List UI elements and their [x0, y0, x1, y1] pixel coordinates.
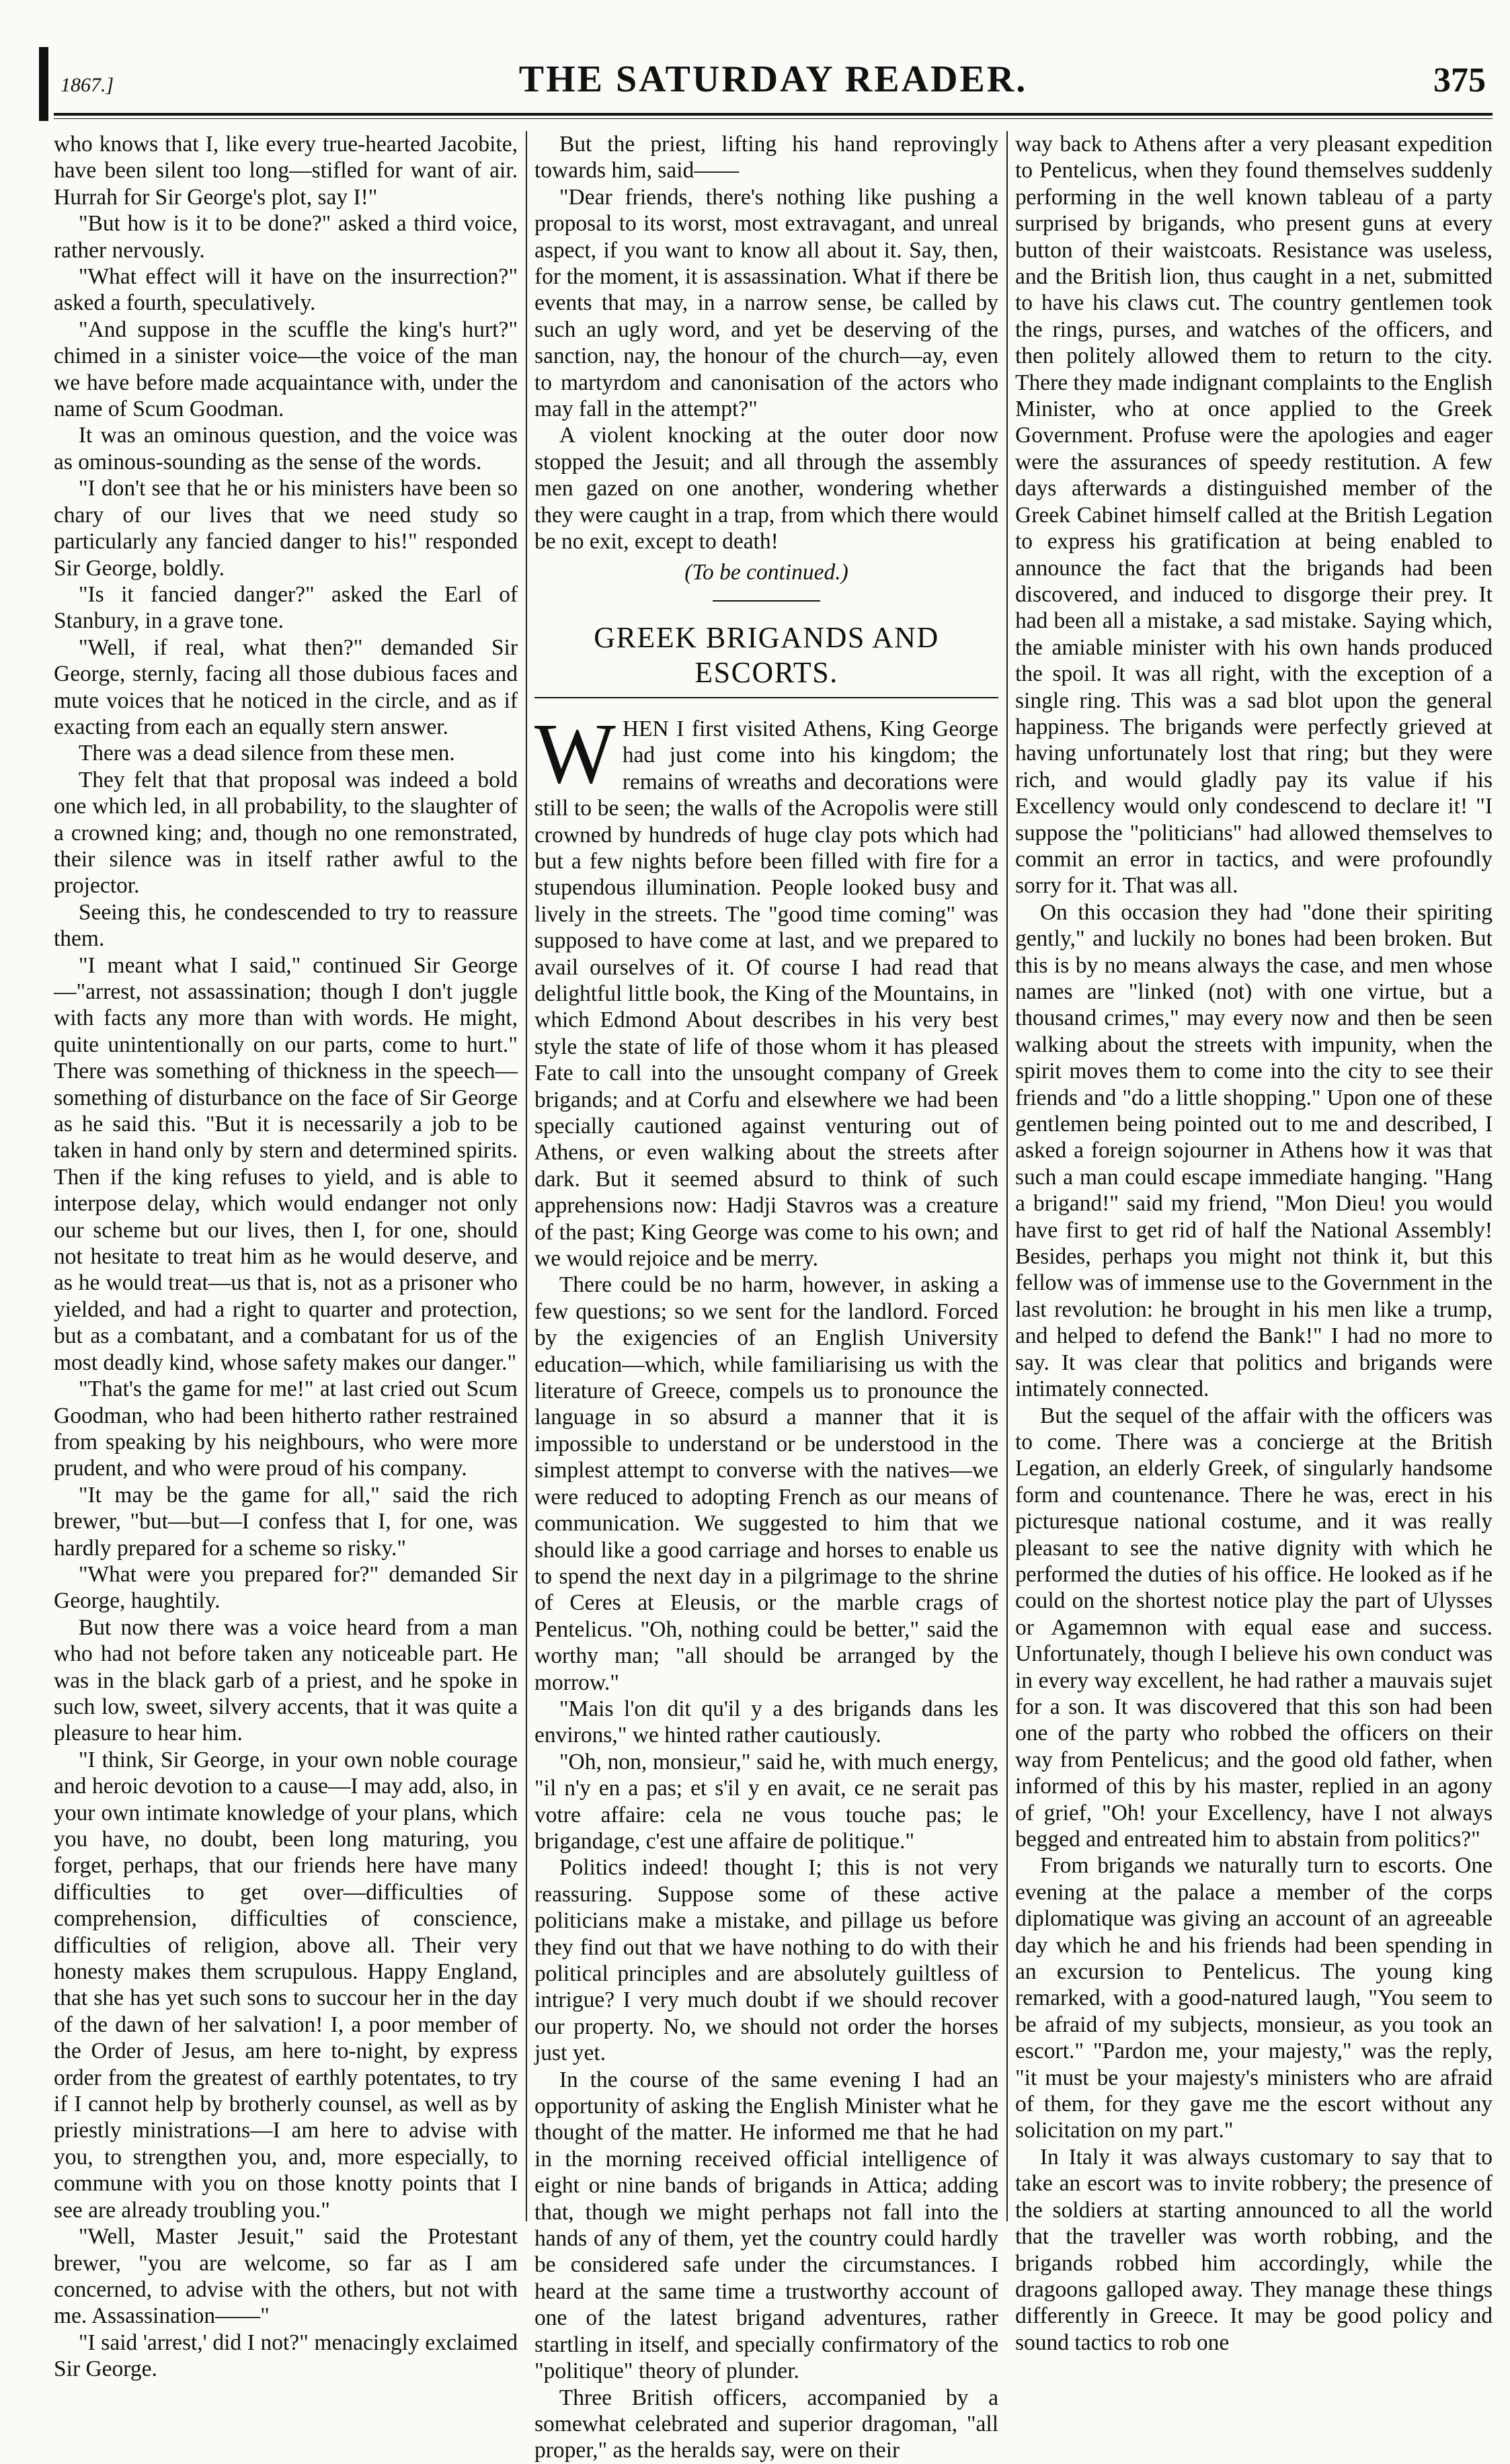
paragraph: "I meant what I said," continued Sir George —"arrest, not assassination; though I don't juggle with facts any more than with words. He might, quite unintentionally on our parts, come to hurt." There was something of thickness in the speech—something of disturbance on the face of Sir George as he said this. "But it is necessarily a job to be taken in hand only by stern and determined spirits. Then if the king refuses to yield, and is able to interpose delay, which would endanger not only our scheme but our lives, then I, for one, should not hesitate to treat him as he would deserve, and as he would treat—us that is, not as a prisoner who yielded, and had a right to quarter and protection, but as a combatant, and a combatant for us of the most deadly kind, whose safety makes our danger." [54, 952, 518, 1375]
margin-bar [39, 47, 48, 121]
section-separator [713, 600, 820, 602]
paragraph: way back to Athens after a very pleasant expedition to Pentelicus, when they found themselves suddenly performing in the well known tableau of a party surprised by brigands, who present guns at every button of their waistcoats. Resistance was useless, and the British lion, thus caught in a net, submitted to have his claws cut. The country gentlemen took the rings, purses, and watches of the officers, and then politely allowed them to return to the city. There they made indignant complaints to the English Minister, who at once applied to the Greek Government. Profuse were the apologies and eager were the assurances of speedy restitution. A few days afterwards a distinguished member of the Greek Cabinet himself called at the British Legation to express his gratification at being enabled to announce the fact that the brigands had been discovered, and induced to disgorge their prey. It had been all a mistake, a sad mistake. Saying which, the amiable minister with his own hands produced the spoil. It was all right, with the exception of a single ring. This was a sad blot upon the general happiness. The brigands were perfectly grieved at having unfortunately lost that ring; but they were rich, and would gladly pay its value if his Excellency would only condescend to declare it! "I suppose the "politicians" had allowed themselves to commit an error in tactics, and were profoundly sorry for it. That was all. [1015, 132, 1493, 899]
paragraph: Seeing this, he condescended to try to reassure them. [54, 899, 518, 952]
paragraph: "What effect will it have on the insurrection?" asked a fourth, speculatively. [54, 264, 518, 316]
paragraph: "It may be the game for all," said the rich brewer, "but—but—I confess that I, for one, was hardly prepared for a scheme so risky." [54, 1482, 518, 1561]
paragraph: "I think, Sir George, in your own noble courage and heroic devotion to a cause—I may add, also, in your own intimate knowledge of your plans, which you have, no doubt, been long maturing, you forget, perhaps, that our friends here have many difficulties to get over—difficulties of comprehension, difficulties of conscience, difficulties of religion, above all. Their very honesty makes them scrupulous. Happy England, that she has yet such sons to succour her in the day of the dawn of her salvation! I, a poor member of the Order of Jesus, am here to-night, by express order from the greatest of earthly potentates, to try if I cannot help by brotherly counsel, as well as by priestly ministrations—I am here to advise with you, to strengthen you, and, more especially, to commune with you on those knotty points that I see are already troubling you." [54, 1747, 518, 2223]
paragraph: "Well, if real, what then?" demanded Sir George, sternly, facing all those dubious faces and mute voices that he noticed in the circle, and as if exacting from each an equally stern answer. [54, 634, 518, 739]
paragraph: who knows that I, like every true-hearted Jacobite, have been silent too long—stifled for want of air. Hurrah for Sir George's plot, say I!" [54, 132, 518, 210]
paragraph: "Mais l'on dit qu'il y a des brigands dans les environs," we hinted rather cautiously. [534, 1696, 998, 1748]
paragraph: "What were you prepared for?" demanded Sir George, haughtily. [54, 1561, 518, 1614]
paragraph: "I don't see that he or his ministers have been so chary of our lives that we need study so particularly any fancied danger to his!" responded Sir George, boldly. [54, 476, 518, 581]
header-date: 1867.] [61, 74, 114, 96]
to-be-continued: (To be continued.) [684, 559, 848, 585]
paragraph: But now there was a voice heard from a man who had not before taken any noticeable part. He was in the black garb of a priest, and he spoke in such low, sweet, silvery accents, that it was quite a pleasure to hear him. [54, 1614, 518, 1746]
publication-title: THE SATURDAY READER. [518, 58, 1028, 100]
paragraph: "Oh, non, monsieur," said he, with much energy, "il n'y en a pas; et s'il y en avait, ce ne serait pas votre affaire: cela ne vous touche pas; le brigandage, c'est une affaire de politique." [534, 1749, 998, 1854]
paragraph: "And suppose in the scuffle the king's hurt?" chimed in a sinister voice—the voice of the man we have before made acquaintance with, under the name of Scum Goodman. [54, 317, 518, 422]
paragraph: A violent knocking at the outer door now stopped the Jesuit; and all through the assembly men gazed on one another, wondering whether they were caught in a trap, from which there would be no exit, except to death! [534, 423, 998, 555]
paragraph: "That's the game for me!" at last cried out Scum Goodman, who had been hitherto rather restrained from speaking by his neighbours, who were more prudent, and who were proud of his company. [54, 1377, 518, 1481]
paragraph: But the priest, lifting his hand reprovingly towards him, said—— [534, 132, 998, 183]
paragraph: "Well, Master Jesuit," said the Protestant brewer, "you are welcome, so far as I am concerned, to advise with the others, but not with me. Assassination——" [54, 2224, 518, 2329]
column-divider [1006, 131, 1008, 2221]
column-2 [534, 131, 998, 2463]
page-number: 375 [1433, 61, 1486, 99]
page-header [54, 58, 1493, 105]
column-1 [54, 131, 518, 2382]
paragraph: Three British officers, accompanied by a somewhat celebrated and superior dragoman, "all proper," as the heralds say, were on their [534, 2385, 998, 2463]
paragraph: It was an ominous question, and the voice was as ominous-sounding as the sense of the words. [54, 423, 518, 475]
paragraph: "I said 'arrest,' did I not?" menacingly exclaimed Sir George. [54, 2330, 518, 2382]
paragraph: On this occasion they had "done their spiriting gently," and luckily no bones had been broken. But this is by no means always the case, and men whose names are "linked (not) with one virtue, but a thousand crimes," may every now and then be seen walking about the streets with impunity, when the spirit moves them to come into the city to see their friends and "do a little shopping." Upon one of these gentlemen being pointed out to me and described, I asked a foreign sojourner in Athens how it was that such a man could escape immediate hanging. "Hang a brigand!" said my friend, "Mon Dieu! you would have first to get rid of half the National Assembly! Besides, perhaps you might not think it, but this fellow was of immense use to the Government in the last revolution: he brought in his men like a trump, and helped to defend the Bank!" I had no more to say. It was clear that politics and brigands were intimately connected. [1015, 899, 1493, 1402]
paragraph: But the sequel of the affair with the officers was to come. There was a concierge at the British Legation, an elderly Greek, of singularly handsome form and countenance. There he was, erect in his picturesque national costume, and it was really pleasant to see the native dignity with which he performed the duties of his office. He looked as if he could on the shortest notice play the part of Ulysses or Agamemnon with equal ease and success. Unfortunately, though I believe his own conduct was in every way excellent, he had rather a mauvais sujet for a son. It was discovered that this son had been one of the party who robbed the officers on their way from Pentelicus; and the good old father, when informed of this by his master, replied in an agony of grief, "Oh! your Excellency, have I not always begged and entreated him to abstain from politics?" [1015, 1403, 1493, 1852]
paragraph: "Is it fancied danger?" asked the Earl of Stanbury, in a grave tone. [54, 581, 518, 634]
header-rule [54, 113, 1493, 116]
drop-cap: W [534, 705, 616, 801]
paragraph: "But how is it to be done?" asked a third voice, rather nervously. [54, 211, 518, 263]
paragraph: They felt that that proposal was indeed a bold one which led, in all probability, to the slaughter of a crowned king; and, though no one remonstrated, their silence was in itself rather awful to the projector. [54, 767, 518, 899]
header-rule-thin [54, 118, 1493, 119]
paragraph: In Italy it was always customary to say that to take an escort was to invite robbery; the presence of the soldiers at starting announced to all the world that the traveller was worth robbing, and the brigands robbed him accordingly, while the dragoons galloped away. They manage these things differently in Greece. It may be good policy and sound tactics to rob one [1015, 2144, 1493, 2355]
paragraph: From brigands we naturally turn to escorts. One evening at the palace a member of the corps diplomatique was giving an account of an agreeable day which he and his friends had been spending in an excursion to Pentelicus. The young king remarked, with a good-natured laugh, "You seem to be afraid of my subjects, monsieur, as you took an escort." "Pardon me, your majesty," was the reply, "it must be your majesty's ministers who are afraid of them, for they gave me the escort without any solicitation on my part." [1015, 1853, 1493, 2143]
column-divider [526, 131, 527, 2221]
paragraph: "Dear friends, there's nothing like pushing a proposal to its worst, most extravagant, and unreal aspect, if you want to know all about it. Say, then, for the moment, it is assassination. What if there be events that may, in a narrow sense, be called by such an ugly word, and yet be deserving of the sanction, nay, the honour of the church—ay, even to martyrdom and canonisation of the actors who may fall in the attempt?" [534, 184, 998, 422]
first-paragraph-text: HEN I first visited Athens, King George had just come into his kingdom; the remains of wreaths and decorations were still to be seen; the walls of the Acropolis were still crowned by hundreds of huge clay pots which had but a few nights before been filled with fire for a stupendous illumination. People looked busy and lively in the streets. The "good time coming" was supposed to have come at last, and we prepared to avail ourselves of it. Of course I had read that delightful little book, the King of the Mountains, in which Edmond About describes in his very best style the state of life of those whom it has pleased Fate to call into the unsought company of Greek brigands; and at Corfu and elsewhere we had been specially cautioned against venturing out of Athens, or even walking about the streets after dark. But it seemed absurd to think of such apprehensions now: Hadji Stavros was a creature of the past; King George was come to his own; and we would rejoice and be merry. [534, 716, 998, 1272]
article-first-paragraph [534, 705, 998, 1272]
article-title: GREEK BRIGANDS AND ESCORTS. [534, 620, 998, 698]
paragraph: In the course of the same evening I had an opportunity of asking the English Minister what he thought of the matter. He informed me that he had in the morning received official intelligence of eight or nine bands of brigands in Attica; adding that, though we might perhaps not fall into the hands of any of them, yet the country could hardly be considered safe under the circumstances. I heard at the same time a trustworthy account of one of the latest brigand adventures, rather startling in itself, and specially confirmatory of the "politique" theory of plunder. [534, 2067, 998, 2384]
paragraph: There could be no harm, however, in asking a few questions; so we sent for the landlord. Forced by the exigencies of an English University education—which, while familiarising us with the literature of Greece, compels us to pronounce the language in so absurd a manner that it is impossible to understand or be understood in the simplest attempt to converse with the natives—we were reduced to adopting French as our means of communication. We suggested to him that we should like a good carriage and horses to enable us to spend the next day in a pilgrimage to the shrine of Ceres at Eleusis, or the marble crags of Pentelicus. "Oh, nothing could be better," said the worthy man; "all should be arranged by the morrow." [534, 1272, 998, 1695]
paragraph: Politics indeed! thought I; this is not very reassuring. Suppose some of these active politicians make a mistake, and pillage us before they find out that we have nothing to do with their political principles and are absolutely guiltless of intrigue? I very much doubt if we should recover our property. No, we should not order the horses just yet. [534, 1855, 998, 2066]
column-3 [1015, 131, 1493, 2355]
paragraph: There was a dead silence from these men. [78, 741, 455, 766]
